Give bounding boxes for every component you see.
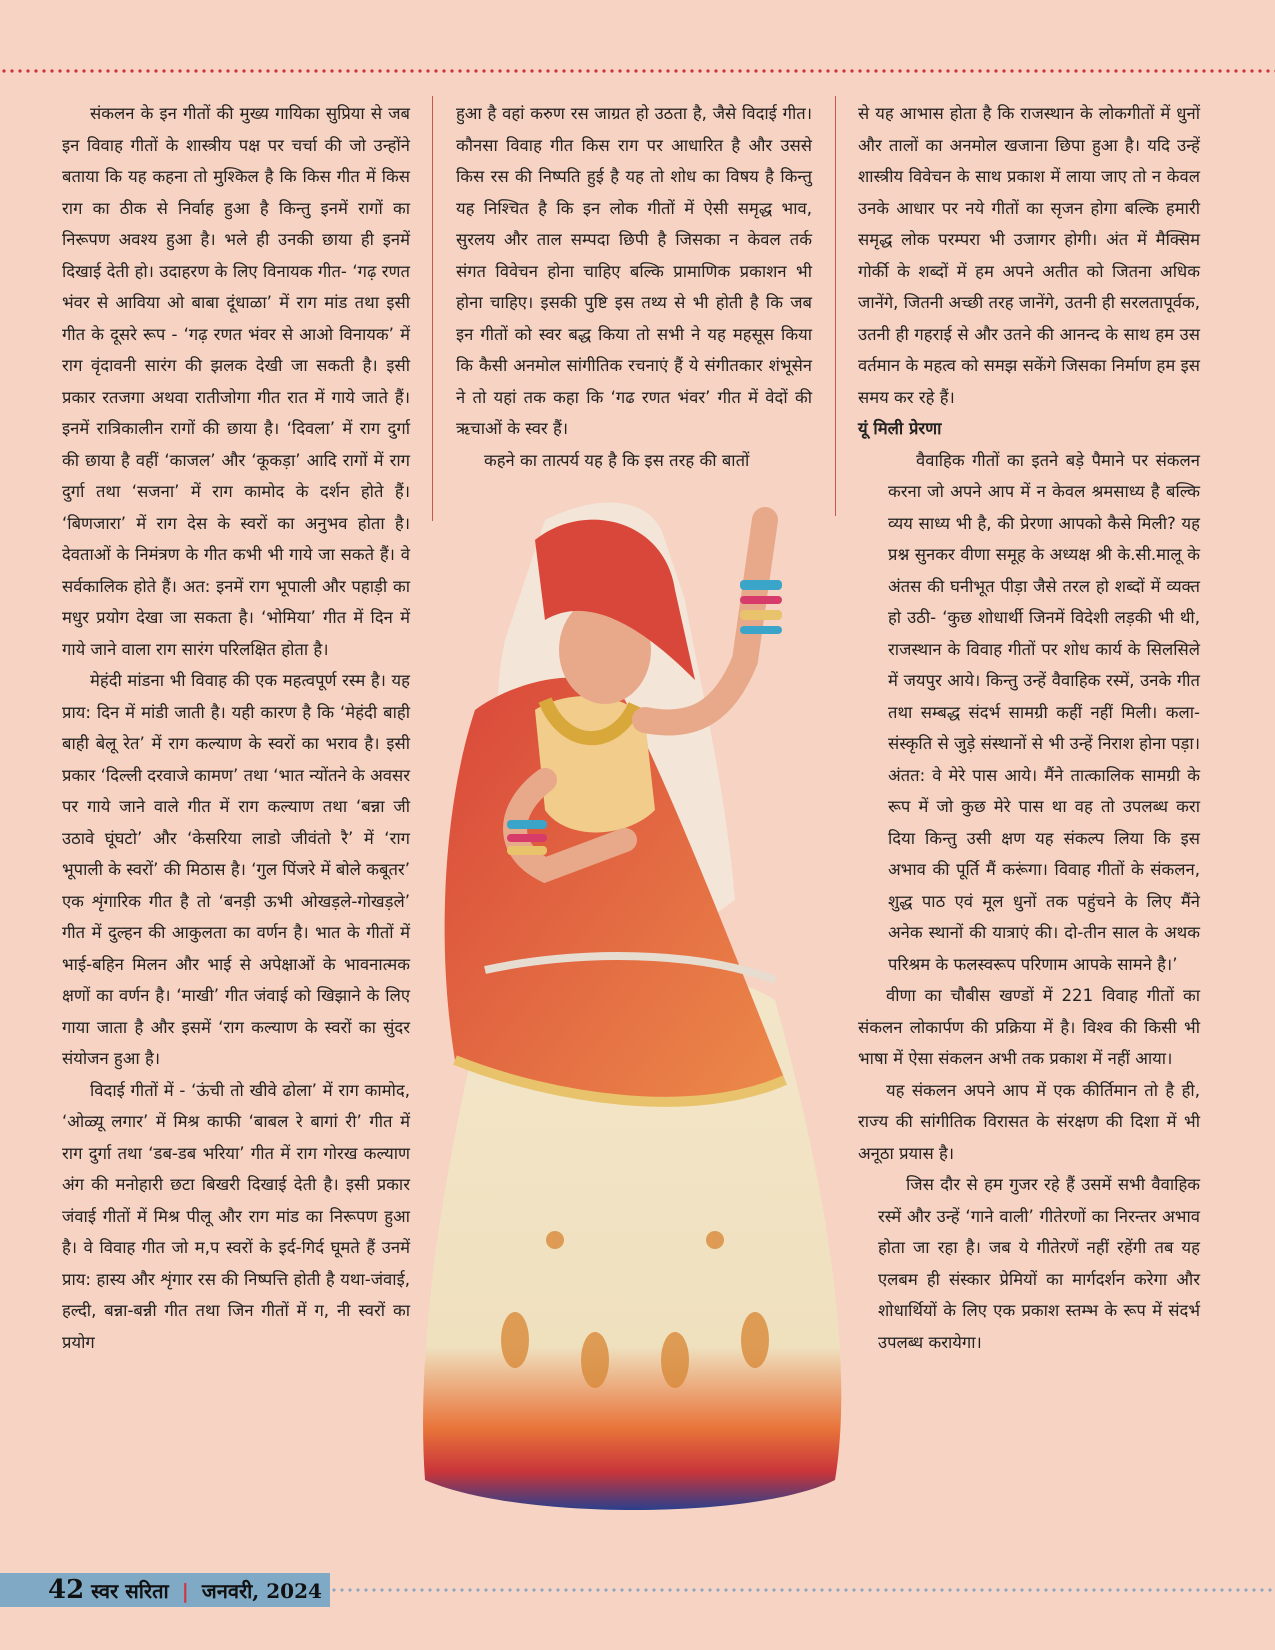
top-dotted-rule [0, 68, 1275, 74]
paragraph: हुआ है वहां करुण रस जाग्रत हो उठता है, जैसे विदाई गीत। कौनसा विवाह गीत किस राग पर आधारित है और उससे किस रस की निष्पति हुई है यह तो शोध का विषय है किन्तु यह निश्चित है कि इन लोक गीतों में ऐसी समृद्ध भाव, सुरलय और ताल सम्पदा छिपी है जिसका न केवल तर्क संगत विवेचन होना चाहिए बल्कि प्रामाणिक प्रकाशन भी होना चाहिए। इसकी पुष्टि इस तथ्य से भी होती है कि जब इन गीतों को स्वर बद्ध किया तो सभी ने यह महसूस किया कि कैसी अनमोल सांगीतिक रचनाएं हैं ये संगीतकार शंभूसेन ने तो यहां तक कहा कि ‘गढ रणत भंवर’ गीत में वेदों की ऋचाओं के स्वर हैं। [456, 104, 812, 438]
dancer-photo [395, 480, 865, 1580]
paragraph: से यह आभास होता है कि राजस्थान के लोकगीतों में धुनों और तालों का अनमोल खजाना छिपा हुआ है। यदि उन्हें शास्त्रीय विवेचन के साथ प्रकाश में लाया जाए तो न केवल उनके आधार पर नये गीतों का सृजन होगा बल्कि हमारी समृद्ध लोक परम्परा भी उजागर होगी। अंत में मैक्सिम गोर्की के शब्दों में हम अपने अतीत को जितना अधिक जानेंगे, जितनी अच्छी तरह जानेंगे, उतनी ही सरलतापूर्वक, उतनी ही गहराई से और उतने की आनन्द के साथ हम उस वर्तमान के महत्व को समझ सकेंगे जिसका निर्माण हम इस समय कर रहे हैं। [858, 104, 1200, 407]
bottom-dotted-rule [330, 1587, 1275, 1593]
article-column-2 [456, 98, 812, 476]
article-column-1 [62, 98, 410, 1358]
column-divider [835, 96, 836, 516]
column-divider [432, 96, 433, 521]
page-number: 42 [48, 1575, 85, 1605]
page-footer [48, 1572, 322, 1608]
paragraph: कहने का तात्पर्य यह है कि इस तरह की बातों [484, 450, 750, 470]
paragraph: संकलन के इन गीतों की मुख्य गायिका सुप्रिया से जब इन विवाह गीतों के शास्त्रीय पक्ष पर चर्चा की जो उन्होंने बताया कि यह कहना तो मुश्किल है कि किस गीत में किस राग का ठीक से निर्वाह हुआ है किन्तु इनमें रागों का निरूपण अवश्य हुआ है। भले ही उनकी छाया ही इनमें दिखाई देती हो। उदाहरण के लिए विनायक गीत- ‘गढ़ रणत भंवर से आविया ओ बाबा दूंधाळा’ में राग मांड तथा इसी गीत के दूसरे रूप - ‘गढ़ रणत भंवर से आओ विनायक’ में राग वृंदावनी सारंग की झलक देखी जा सकती है। इसी प्रकार रतजगा अथवा रातीजोगा गीत रात में गाये जाते हैं। इनमें रात्रिकालीन रागों की छाया है। ‘दिवला’ में राग दुर्गा की छाया है वहीं ‘काजल’ और ‘कूकड़ा’ आदि रागों में राग दुर्गा तथा ‘सजना’ में राग कामोद के दर्शन होते हैं। ‘बिणजारा’ में राग देस के स्वरों का अनुभव होता है। देवताओं के निमंत्रण के गीत कभी भी गाये जा सकते हैं। वे सर्वकालिक होते हैं। अत: इनमें राग भूपाली और पहाड़ी का मधुर प्रयोग देखा जा सकता है। ‘भोमिया’ गीत में दिन में गाये जाने वाला राग सारंग परिलक्षित होता है। [62, 104, 410, 659]
magazine-name: स्वर सरिता [91, 1579, 169, 1603]
article-column-3 [858, 98, 1200, 1358]
paragraph: मेहंदी मांडना भी विवाह की एक महत्वपूर्ण रस्म है। यह प्राय: दिन में मांडी जाती है। यही कारण है कि ‘मेहंदी बाही बाही बेलू रेत’ में राग कल्याण के स्वरों का भराव है। इसी प्रकार ‘दिल्ली दरवाजे कामण’ तथा ‘भात न्योंतने के अवसर पर गाये जाने वाले गीत में राग कल्याण तथा ‘बन्ना जी उठावे घूंघटो’ और ‘केसरिया लाडो जीवंतो रै’ में ‘राग भूपाली के स्वरों’ की मिठास है। ‘गुल पिंजरे में बोले कबूतर’ एक शृंगारिक गीत है तो ‘बनड़ी ऊभी ओखड़ले-गोखड़ले’ गीत में दुल्हन की आकुलता का वर्णन है। भात के गीतों में भाई-बहिन मिलन और भाई से अपेक्षाओं के भावनात्मक क्षणों का वर्णन है। ‘माखी’ गीत जंवाई को खिझाने के लिए गाया जाता है और इसमें ‘राग कल्याण के स्वरों का सुंदर संयोजन हुआ है। [62, 671, 410, 1068]
issue-date: जनवरी, 2024 [201, 1579, 322, 1603]
paragraph: विदाई गीतों में - ‘ऊंची तो खीवे ढोला’ में राग कामोद, ‘ओळ्यू लगार’ में मिश्र काफी ‘बाबल रे बागां री’ गीत में राग दुर्गा तथा ‘डब-डब भरिया’ गीत में राग गोरख कल्याण अंग की मनोहारी छटा बिखरी दिखाई देती है। इसी प्रकार जंवाई गीतों में मिश्र पीलू और राग मांड का निरूपण हुआ है। वे विवाह गीत जो म,प स्वरों के इर्द-गिर्द घूमते हैं उनमें प्राय: हास्य और शृंगार रस की निष्पत्ति होती है यथा-जंवाई, हल्दी, बन्ना-बन्नी गीत तथा जिन गीतों में ग, नी स्वरों का प्रयोग [62, 1080, 410, 1352]
footer-separator: | [181, 1579, 189, 1603]
paragraph: वीणा का चौबीस खण्डों में 221 विवाह गीतों का संकलन लोकार्पण की प्रक्रिया में है। विश्व की किसी भी भाषा में ऐसा संकलन अभी तक प्रकाश में नहीं आया। [858, 986, 1200, 1068]
paragraph: यह संकलन अपने आप में एक कीर्तिमान तो है ही, राज्य की सांगीतिक विरासत के संरक्षण की दिशा में भी अनूठा प्रयास है। [858, 1080, 1200, 1163]
paragraph: वैवाहिक गीतों का इतने बड़े पैमाने पर संकलन करना जो अपने आप में न केवल श्रमसाध्य है बल्कि व्यय साध्य भी है, की प्रेरणा आपको कैसे मिली? यह प्रश्न सुनकर वीणा समूह के अध्यक्ष श्री के.सी.मालू के अंतस की घनीभूत पीड़ा जैसे तरल हो शब्दों में व्यक्त हो उठी- ‘कुछ शोधार्थी जिनमें विदेशी लड़की भी थी, राजस्थान के विवाह गीतों पर शोध कार्य के सिलसिले में जयपुर आये। किन्तु उन्हें वैवाहिक रस्में, उनके गीत तथा सम्बद्ध संदर्भ सामग्री कहीं नहीं मिली। कला-संस्कृति से जुड़े संस्थानों से भी उन्हें निराश होना पड़ा। अंतत: वे मेरे पास आये। मैंने तात्कालिक सामग्री के रूप में जो कुछ मेरे पास था वह तो उपलब्ध करा दिया किन्तु उसी क्षण यह संकल्प लिया कि इस अभाव की पूर्ति मैं करूंगा। विवाह गीतों के संकलन, शुद्ध पाठ एवं मूल धुनों तक पहुंचने के लिए मैंने अनेक स्थानों की यात्राएं की। दो-तीन साल के अथक परिश्रम के फलस्वरूप परिणाम आपके सामने है।’ [888, 450, 1200, 974]
paragraph: जिस दौर से हम गुजर रहे हैं उसमें सभी वैवाहिक रस्में और उन्हें ‘गाने वाली’ गीतेरणों का निरन्तर अभाव होता जा रहा है। जब ये गीतेरणें नहीं रहेंगी तब यह एलबम ही संस्कार प्रेमियों का मार्गदर्शन करेगा और शोधार्थियों के लिए एक प्रकाश स्तम्भ के रूप में संदर्भ उपलब्ध करायेगा। [878, 1175, 1200, 1352]
section-heading: यूं मिली प्रेरणा [858, 419, 942, 438]
